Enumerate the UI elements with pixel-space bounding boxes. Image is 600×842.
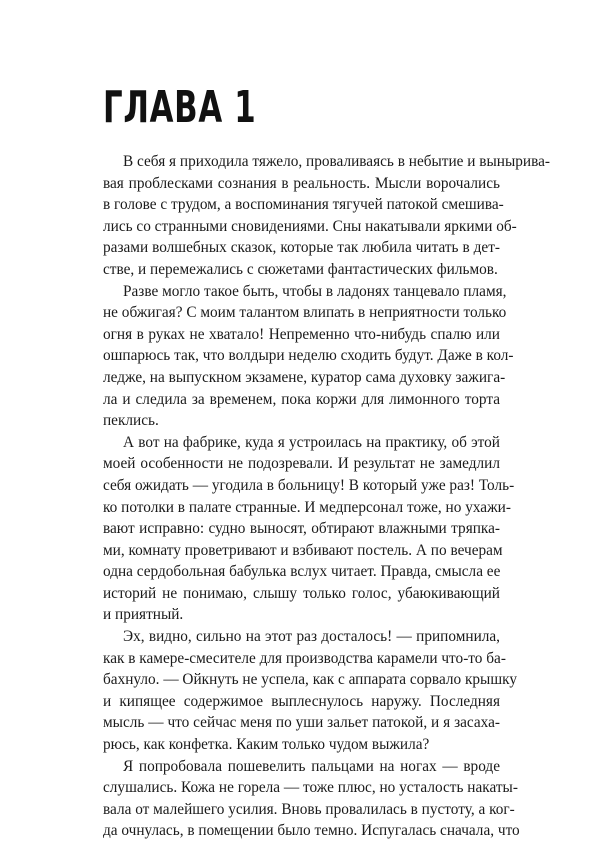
paragraph (103, 281, 514, 432)
text-line: ошпарюсь так, что волдыри неделю сходить будут. Даже в кол- (103, 347, 514, 365)
text-line: вала от малейшего усилия. Вновь провалилась в пустоту, а ког- (103, 800, 515, 818)
text-line: ла и следила за временем, пока коржи для лимонного торта (103, 390, 500, 408)
text-line: бахнуло. — Ойкнуть не успела, как с аппарата сорвало крышку (103, 671, 517, 689)
text-line: ми, комнату проветривают и взбивают постель. А по вечерам (103, 541, 503, 559)
text-line: А вот на фабрике, куда я устроилась на практику, об этой (123, 433, 500, 451)
text-line: и приятный. (103, 606, 184, 624)
text-line: слушались. Кожа не горела — тоже плюс, но усталость накаты- (103, 779, 518, 797)
text-line: себя ожидать — угодила в больницу! В который уже раз! Толь- (103, 476, 515, 494)
text-line: как в камере-смесителе для производства карамели что-то ба- (103, 649, 506, 667)
text-line: моей особенности не подозревали. И результат не замедлил (103, 455, 500, 473)
paragraph (103, 432, 515, 626)
text-line: ледже, на выпускном экзамене, куратор сама духовку зажига- (103, 368, 506, 386)
paragraph (103, 756, 520, 842)
text-line: пеклись. (103, 412, 159, 430)
text-line: вая проблесками сознания в реальность. Мысли ворочались (103, 174, 500, 192)
text-line: да очнулась, в помещении было темно. Испугалась сначала, что (103, 822, 520, 840)
text-line: ко потолки в палате странные. И медперсонал тоже, но ухажи- (103, 498, 511, 516)
text-line: Разве могло такое быть, чтобы в ладонях танцевало пламя, (123, 282, 507, 300)
text-line: одна сердобольная бабулька вслух читает. Правда, смысла ее (103, 563, 501, 581)
text-line: разами волшебных сказок, которые так любила читать в дет- (103, 239, 500, 257)
chapter-body-text (103, 151, 550, 842)
text-line: Я попробовала пошевелить пальцами на ногах — вроде (123, 757, 500, 775)
paragraph (103, 151, 550, 281)
text-line: вают исправно: судно выносят, обтирают влажными тряпка- (103, 520, 500, 538)
paragraph (103, 626, 517, 756)
text-line: лись со странными сновидениями. Сны накатывали яркими об- (103, 217, 517, 235)
text-line: стве, и перемежались с сюжетами фантастических фильмов. (103, 260, 498, 278)
chapter-title: ГЛАВА 1 (103, 82, 257, 133)
text-line: не обжигая? С моим талантом влипать в неприятности только (103, 304, 507, 322)
text-line: историй не понимаю, слышу только голос, убаюкивающий (103, 584, 500, 602)
text-line: рюсь, как конфетка. Каким только чудом выжила? (103, 736, 430, 754)
text-line: в голове с трудом, а воспоминания тягучей патокой смешива- (103, 196, 504, 214)
text-line: мысль — что сейчас меня по уши зальет патокой, и я засаха- (103, 714, 500, 732)
text-line: и кипящее содержимое выплеснулось наружу. Последняя (103, 692, 500, 710)
text-line: В себя я приходила тяжело, проваливаясь в небытие и вынырива- (123, 153, 550, 170)
text-line: огня в руках не хватало! Непременно что-нибудь спалю или (103, 325, 500, 343)
text-line: Эх, видно, сильно на этот раз досталось! — припомнила, (123, 628, 500, 646)
